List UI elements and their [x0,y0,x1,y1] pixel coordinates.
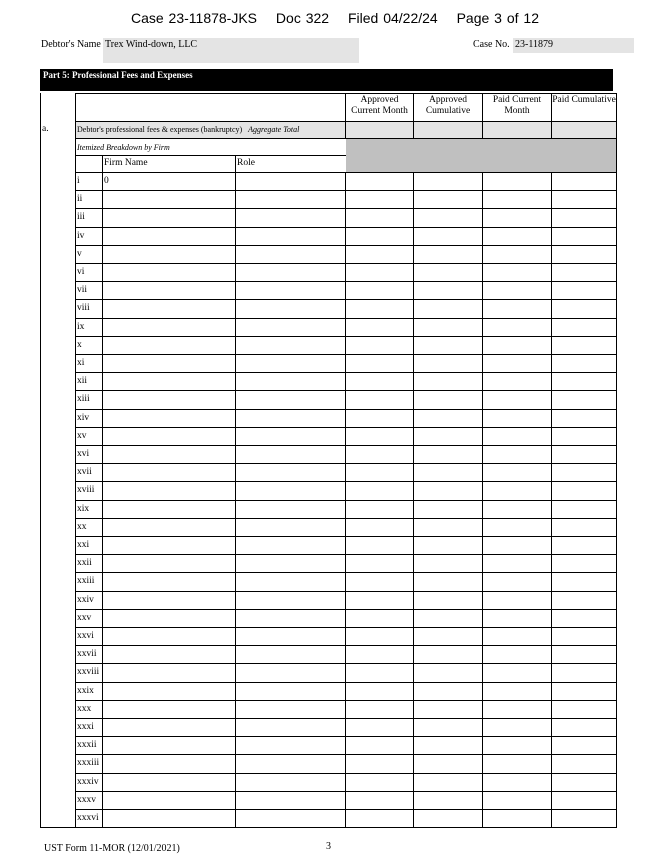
row-numeral: xvii [77,467,92,477]
rule [75,754,617,755]
row-numeral: xiv [77,413,90,423]
rule [75,682,617,683]
row-numeral: ii [77,194,83,204]
row-numeral: xxvii [77,649,97,659]
rule [75,500,617,501]
row-numeral: xxiv [77,595,94,605]
row-numeral: ix [77,322,85,332]
row-a-text: Debtor's professional fees & expenses (bankruptcy) [77,125,243,134]
column-header: Paid Current Month [492,95,542,116]
part-title: Part 5: Professional Fees and Expenses [40,69,613,91]
filed-date: Filed 04/22/24 [347,10,438,26]
role-header: Role [237,158,255,168]
rule [75,318,617,319]
debtor-name-label: Debtor's Name [41,39,101,50]
rule [75,572,617,573]
page-number: 3 [326,841,331,852]
rule [75,663,617,664]
row-numeral: xxii [77,558,92,568]
row-numeral: xiii [77,394,90,404]
row-numeral: xxxvi [77,813,99,823]
rule [75,299,617,300]
firm-name-cell[interactable]: 0 [104,176,109,186]
row-numeral: xxx [77,704,92,714]
rule [75,390,617,391]
column-header: Approved Current Month [351,95,408,116]
rule [75,773,617,774]
rule [75,645,617,646]
itemized-label: Itemized Breakdown by Firm [77,143,170,152]
row-numeral: xxxi [77,722,94,732]
rule [75,554,617,555]
page-indicator: Page 3 of 12 [456,10,539,26]
row-numeral: x [77,340,82,350]
rule [75,481,617,482]
column-header: Approved Cumulative [425,95,471,116]
rule [75,809,617,810]
rule [235,155,236,828]
rule [75,93,617,94]
column-header: Paid Cumulative [552,95,616,105]
row-numeral: iv [77,231,85,241]
rule [75,700,617,701]
rule [75,208,617,209]
debtor-name-field[interactable]: Trex Wind-down, LLC [103,38,359,63]
rule [75,245,617,246]
rule [75,445,617,446]
rule [75,372,617,373]
row-numeral: xxviii [77,667,100,677]
row-numeral: xxiii [77,576,95,586]
row-numeral: xi [77,358,85,368]
rule [75,336,617,337]
rule [551,121,552,139]
rule [75,281,617,282]
rule [75,138,617,139]
rule [75,627,617,628]
row-numeral: v [77,249,82,259]
row-numeral: vi [77,267,85,277]
document-header [0,10,670,26]
row-numeral: xxvi [77,631,94,641]
row-numeral: xii [77,376,88,386]
row-numeral: i [77,176,80,186]
rule [345,121,346,139]
rule [75,536,617,537]
doc-number: Doc 322 [275,10,330,26]
row-numeral: xxi [77,540,90,550]
rule [75,190,617,191]
rule [75,736,617,737]
rule [482,121,483,139]
row-numeral: xxv [77,613,92,623]
row-numeral: xxxiv [77,777,99,787]
row-a-label [77,124,299,135]
rule [75,409,617,410]
rule [40,93,41,828]
aggregate-total-label: Aggregate Total [248,125,300,134]
row-numeral: xv [77,431,87,441]
row-numeral: xix [77,504,90,514]
case-no-label: Case No. [473,39,510,50]
rule [75,354,617,355]
rule [75,609,617,610]
row-numeral: viii [77,303,90,313]
row-numeral: xxix [77,686,94,696]
rule [40,827,617,828]
row-numeral: xxxiii [77,758,100,768]
rule [75,155,346,156]
row-numeral: xvi [77,449,90,459]
row-numeral: xxxv [77,795,96,805]
rule [75,591,617,592]
case-no-field[interactable]: 23-11879 [513,38,634,53]
row-numeral: xx [77,522,87,532]
rule [75,518,617,519]
rule [75,791,617,792]
row-numeral: iii [77,212,85,222]
case-number-header: Case 23-11878-JKS [130,10,258,26]
rule [102,155,103,828]
rule [413,121,414,139]
rule [75,172,617,173]
firm-name-header: Firm Name [104,158,148,168]
rule [75,227,617,228]
rule [75,427,617,428]
rule [75,121,617,122]
rule [75,718,617,719]
row-a-letter: a. [42,124,49,134]
rule [75,463,617,464]
itemized-header-fill [346,139,616,172]
rule [75,263,617,264]
form-footer: UST Form 11-MOR (12/01/2021) [44,843,180,854]
row-numeral: vii [77,285,88,295]
row-numeral: xviii [77,485,95,495]
row-numeral: xxxii [77,740,97,750]
